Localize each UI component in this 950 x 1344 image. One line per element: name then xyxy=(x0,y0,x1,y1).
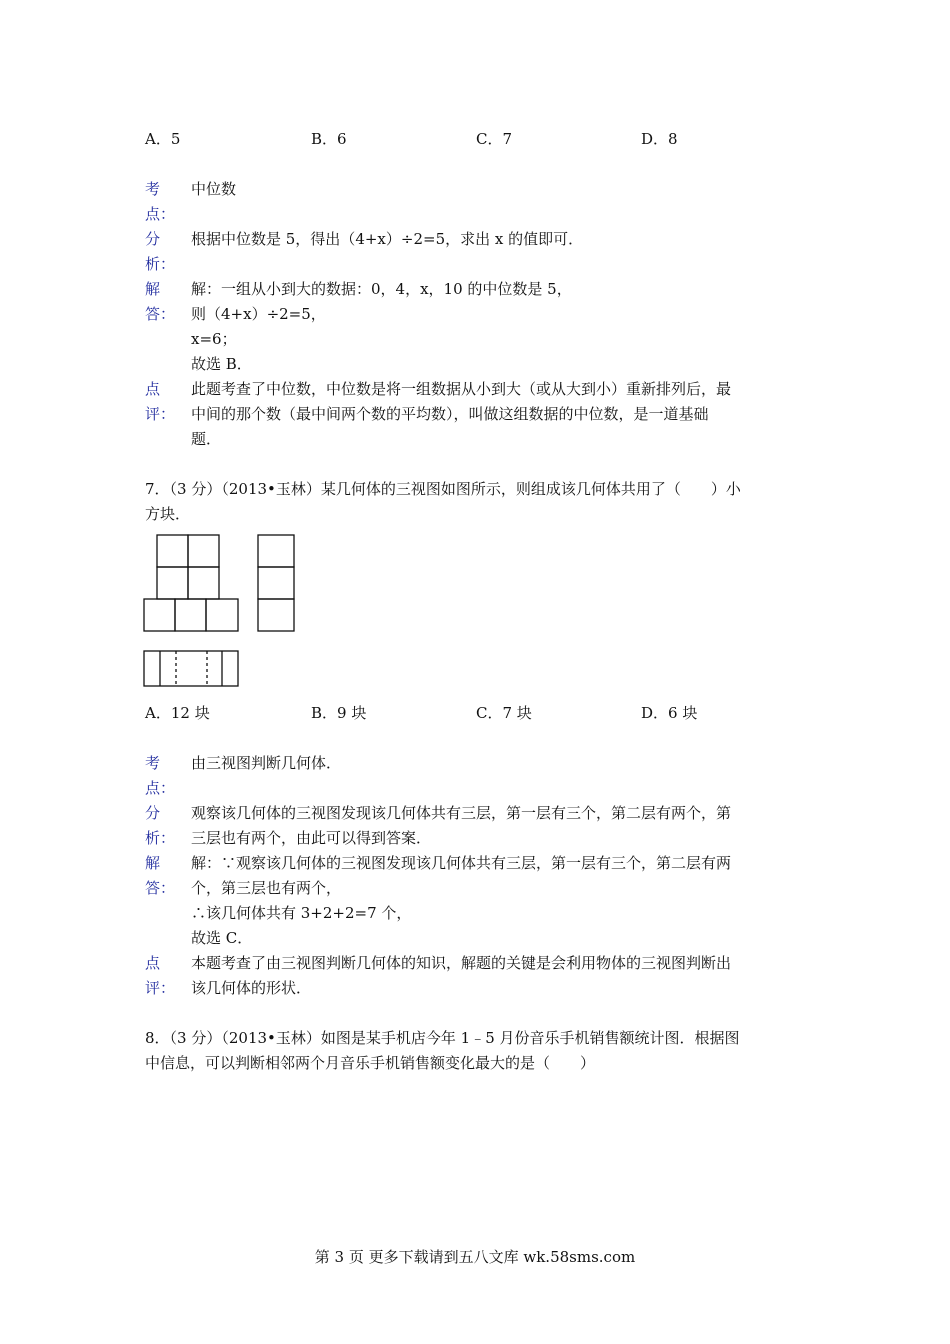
q7-label-kao: 考 xyxy=(145,754,161,772)
q7-option-b: B．9 块 xyxy=(311,704,367,722)
q6-label-fen: 分 xyxy=(145,230,161,248)
side-view-bottom xyxy=(258,599,294,631)
q6-label-da: 答： xyxy=(145,305,176,323)
front-view-bottom-2 xyxy=(175,599,206,631)
q6-option-b: B．6 xyxy=(311,130,347,148)
q8-stem-line-1: 8．（3 分）（2013•玉林）如图是某手机店今年 1﹣5 月份音乐手机销售额统计图．根据图 xyxy=(145,1029,740,1047)
front-view-bottom-3 xyxy=(206,599,238,631)
q7-label-ping: 评： xyxy=(145,979,176,997)
front-view-top-right xyxy=(188,535,219,567)
page-footer: 第 3 页 更多下载请到五八文库 wk.58sms.com xyxy=(314,1248,636,1266)
front-view-top-left xyxy=(157,535,188,567)
q6-kaodian: 中位数 xyxy=(191,180,237,198)
q7-stem-line-2: 方块． xyxy=(145,505,191,523)
side-view-top xyxy=(258,535,294,567)
q6-fenxi: 根据中位数是 5，得出（4+x）÷2=5，求出 x 的值即可． xyxy=(191,230,584,248)
q6-label-ping: 评： xyxy=(145,405,176,423)
q6-option-c: C．7 xyxy=(476,130,513,148)
q7-kaodian: 由三视图判断几何体． xyxy=(191,754,342,772)
q6-label-dian: 点： xyxy=(145,205,176,223)
q7-stem-line-1: 7．（3 分）（2013•玉林）某几何体的三视图如图所示，则组成该几何体共用了（ ）小 xyxy=(145,480,741,498)
q6-label-xi: 析： xyxy=(145,255,176,273)
q7-dianping-line-1: 本题考查了由三视图判断几何体的知识，解题的关键是会利用物体的三视图判断出 xyxy=(191,954,732,972)
q6-option-a: A．5 xyxy=(145,130,181,148)
q7-label-fen: 分 xyxy=(145,804,161,822)
q7-label-dian2: 点 xyxy=(145,954,161,972)
q6-label-jie: 解 xyxy=(145,280,161,298)
front-view-mid-left xyxy=(157,567,188,599)
q7-dianping-line-2: 该几何体的形状． xyxy=(191,979,312,997)
q7-jieda-line-4: 故选 C． xyxy=(191,929,253,947)
q6-label-kao: 考 xyxy=(145,180,161,198)
top-view-outline xyxy=(144,651,238,686)
q7-label-dian: 点： xyxy=(145,779,176,797)
q6-label-dian2: 点 xyxy=(145,380,161,398)
q7-option-c: C．7 块 xyxy=(476,704,532,722)
q6-jieda-line-3: x=6； xyxy=(191,330,237,348)
side-view-mid xyxy=(258,567,294,599)
q7-option-a: A．12 块 xyxy=(145,704,210,722)
q7-label-xi: 析： xyxy=(145,829,176,847)
front-view-bottom-1 xyxy=(144,599,175,631)
q6-dianping-line-2: 中间的那个数（最中间两个数的平均数），叫做这组数据的中位数，是一道基础 xyxy=(191,405,709,423)
q6-dianping-line-1: 此题考查了中位数，中位数是将一组数据从小到大（或从大到小）重新排列后，最 xyxy=(191,380,732,398)
q6-jieda-line-1: 解：一组从小到大的数据：0，4，x，10 的中位数是 5， xyxy=(191,280,572,298)
q7-jieda-line-1: 解：∵观察该几何体的三视图发现该几何体共有三层，第一层有三个，第二层有两 xyxy=(191,854,732,872)
q7-label-da: 答： xyxy=(145,879,176,897)
front-view-mid-right xyxy=(188,567,219,599)
q6-jieda-line-2: 则（4+x）÷2=5， xyxy=(191,305,326,323)
q7-fenxi-line-1: 观察该几何体的三视图发现该几何体共有三层，第一层有三个，第二层有两个，第 xyxy=(191,804,732,822)
q6-jieda-line-4: 故选 B． xyxy=(191,355,252,373)
q7-fenxi-line-2: 三层也有两个，由此可以得到答案． xyxy=(191,829,432,847)
q6-option-d: D．8 xyxy=(641,130,678,148)
three-view-figure xyxy=(140,532,340,692)
q6-dianping-line-3: 题． xyxy=(191,430,222,448)
q7-jieda-line-3: ∴该几何体共有 3+2+2=7 个， xyxy=(191,904,412,922)
q8-stem-line-2: 中信息，可以判断相邻两个月音乐手机销售额变化最大的是（ ） xyxy=(145,1054,596,1072)
q7-jieda-line-2: 个，第三层也有两个， xyxy=(191,879,342,897)
q7-label-jie: 解 xyxy=(145,854,161,872)
q7-option-d: D．6 块 xyxy=(641,704,698,722)
